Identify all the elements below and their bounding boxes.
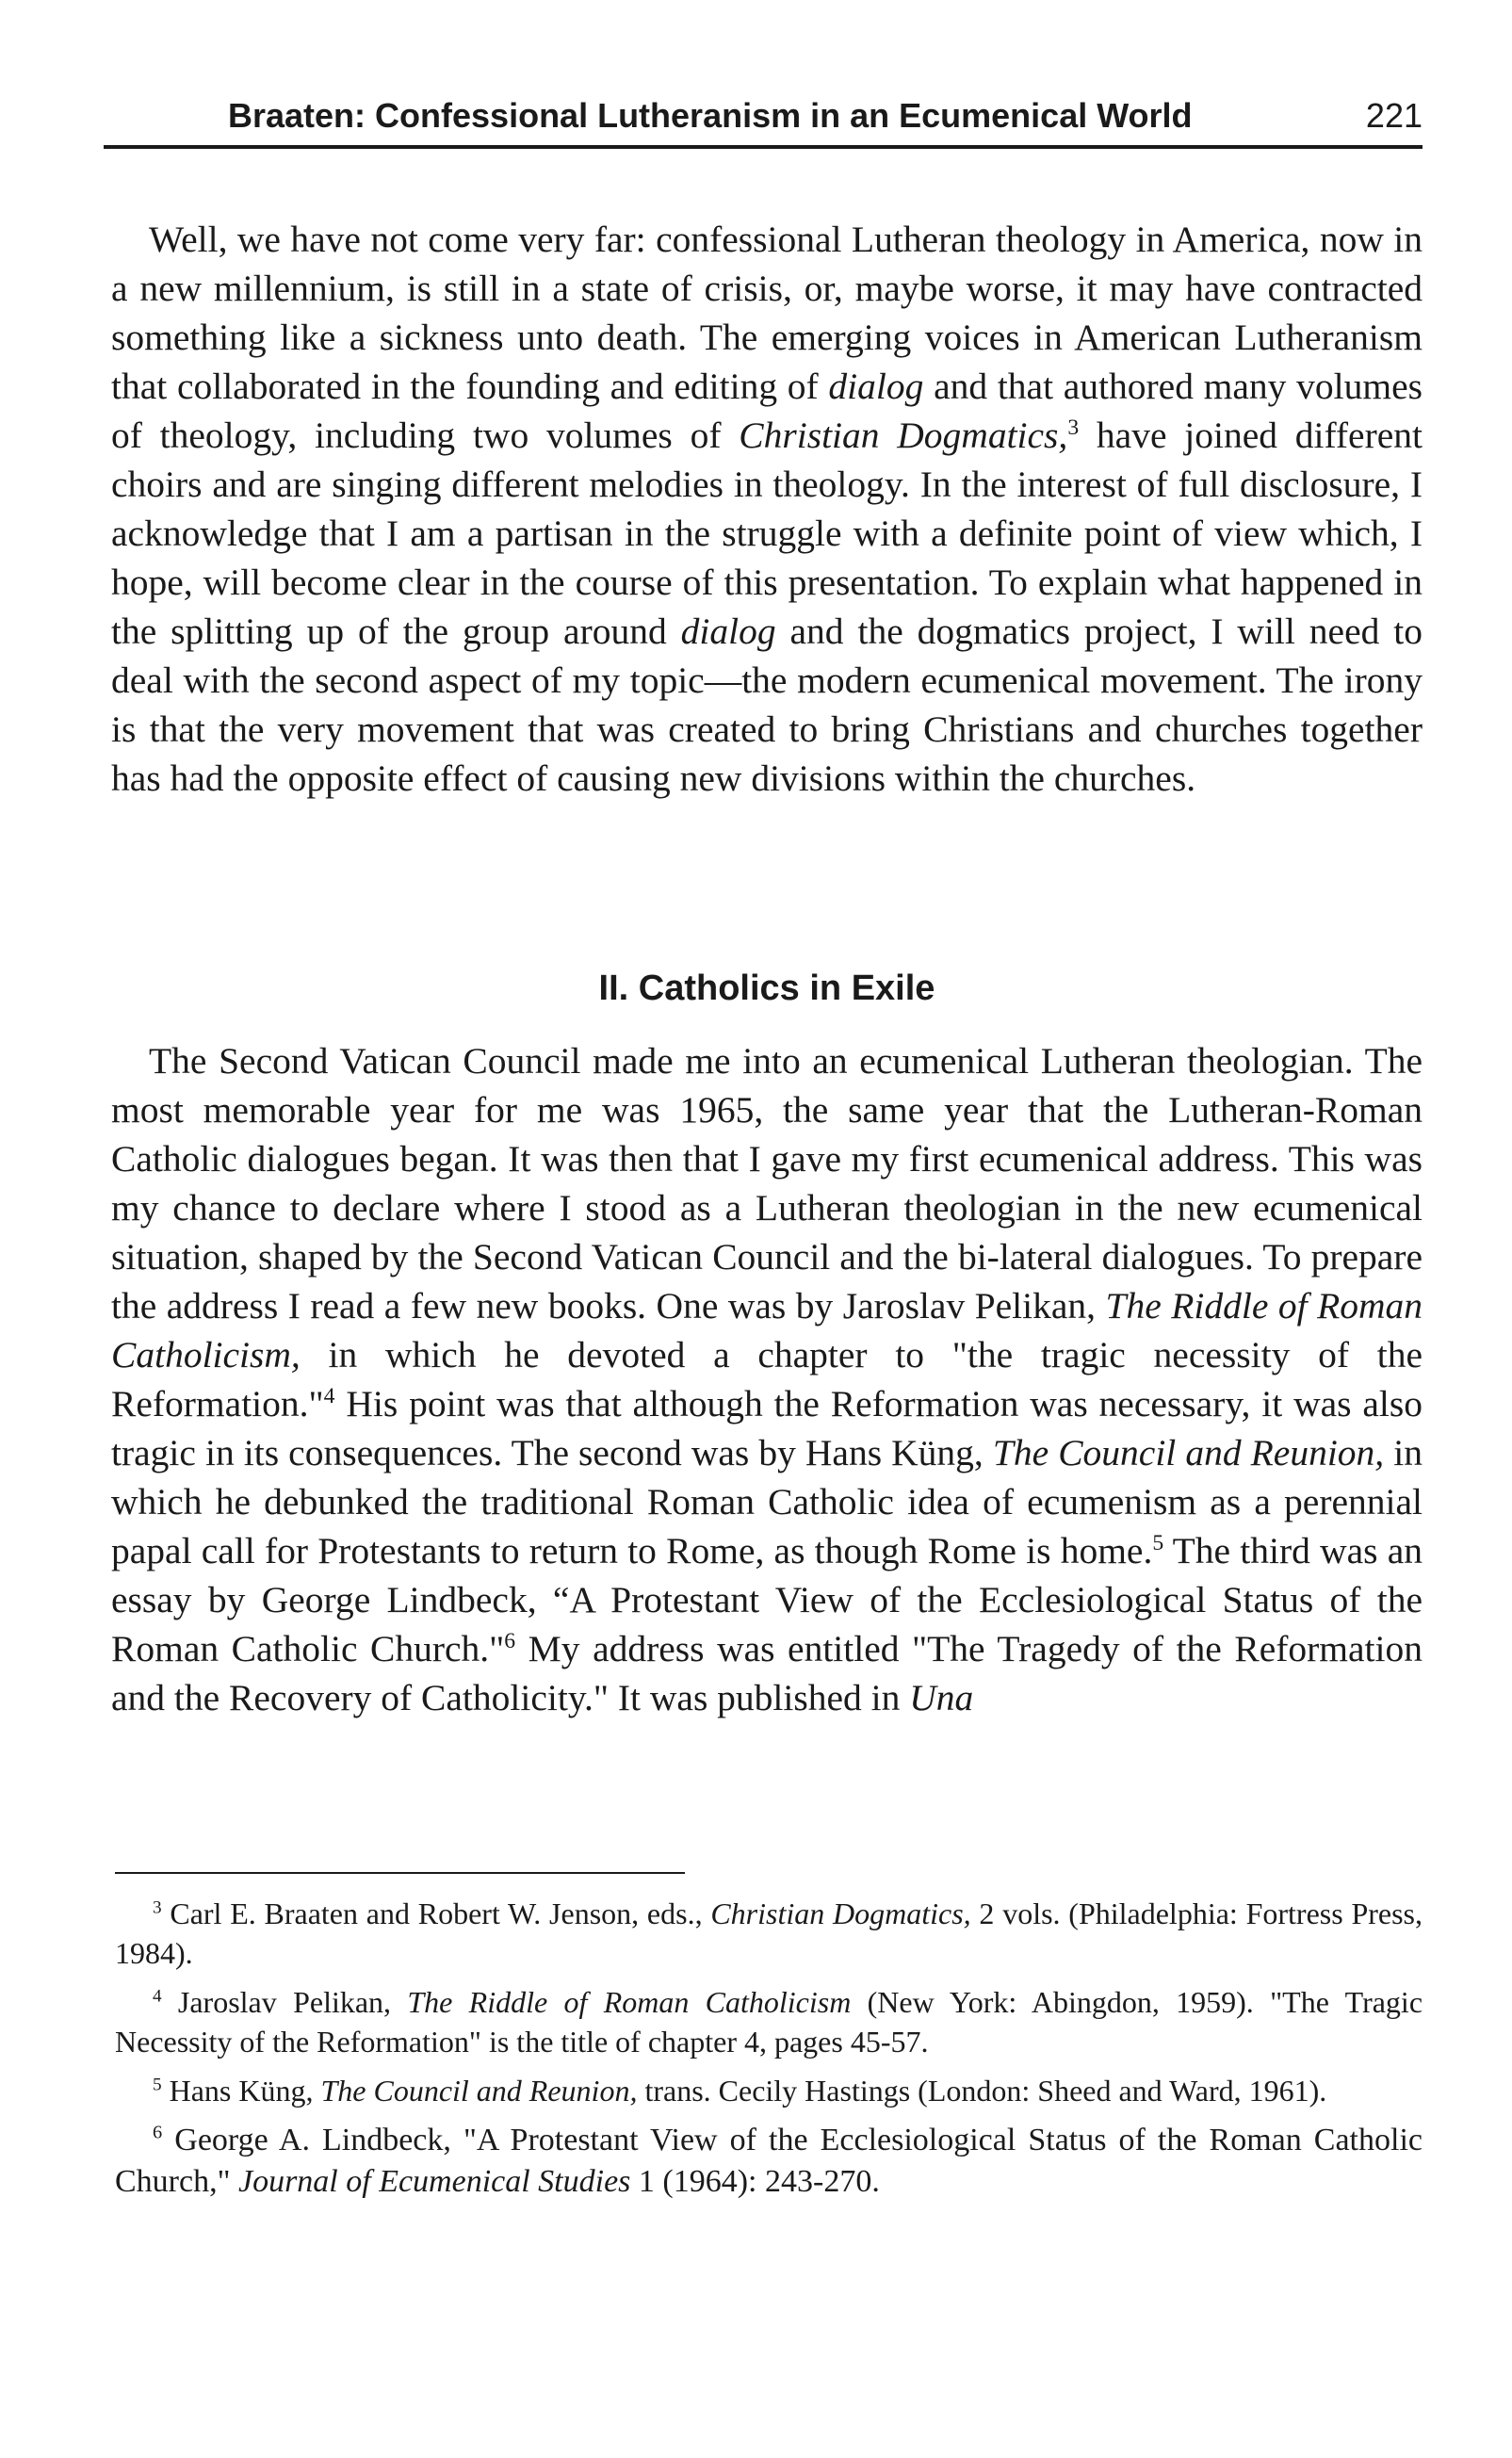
section-heading: II. Catholics in Exile xyxy=(598,969,935,1008)
footnote-ref-6: 6 xyxy=(504,1628,516,1653)
footnote-5: $^5$ Hans Küng, The Council and Reunion, trans. Cecily Hastings (London: Sheed and Ward, 1961). xyxy=(153,2074,1327,2108)
body-paragraph-1: Well, we have not come very far: confessional Lutheran theology in America, now in a new millennium, is still in a state of crisis, or, maybe worse, it may have contracted something like a sickness unto death. The emerging voices in American Lutheranism that collaborated in the founding and editing of dialog and that authored many volumes of theology, including two volumes of Christian Dogmatics,$^3$ have joined different choirs and are singing different melodies in theology. In the interest of full disclosure, I acknowledge that I am a partisan in the struggle with a definite point of view which, I hope, will become clear in the course of this presentation. To explain what happened in the splitting up of the group around dialog and the dogmatics project, I will need to deal with the second aspect of my topic—the modern ecumenical movement. The irony is that the very movement that was created to bring Christians and churches together has had the opposite effect of causing new divisions within the churches. xyxy=(111,219,1423,799)
journal-title-dialog: dialog xyxy=(828,366,924,407)
page-number: 221 xyxy=(1365,96,1423,135)
footnote-3: $^3$ Carl E. Braaten and Robert W. Jenson, eds., Christian Dogmatics, 2 vols. (Philadelphia: Fortress Press, 1984). xyxy=(115,1896,1423,1970)
book-title-riddle: The Riddle of Roman Catholicism, xyxy=(111,1285,1423,1376)
footnote-ref-4: 4 xyxy=(323,1383,335,1408)
footnote-divider xyxy=(115,1872,685,1874)
journal-title-una: Una xyxy=(909,1677,974,1718)
footnote-6: $^6$ George A. Lindbeck, "A Protestant View of the Ecclesiological Status of the Roman Catholic Church," Journal of Ecumenical Studies 1 (1964): 243-270. xyxy=(115,2122,1423,2199)
footnote-ref-5: 5 xyxy=(1152,1530,1164,1555)
running-header xyxy=(104,94,1423,149)
book-title-christian-dogmatics: Christian Dogmatics, xyxy=(739,415,1068,456)
footnote-ref-3: 3 xyxy=(1067,415,1080,440)
body-paragraph-2: The Second Vatican Council made me into an ecumenical Lutheran theologian. The most memorable year for me was 1965, the same year that the Lutheran-Roman Catholic dialogues began. It was then that I gave my first ecumenical address. This was my chance to declare where I stood as a Lutheran theologian in the new ecumenical situation, shaped by the Second Vatican Council and the bi-lateral dialogues. To prepare the address I read a few new books. One was by Jaroslav Pelikan, The Riddle of Roman Catholicism, in which he devoted a chapter to "the tragic necessity of the Reformation."$^4$ His point was that although the Reformation was necessary, it was also tragic in its consequences. The second was by Hans Küng, The Council and Reunion, in which he debunked the traditional Roman Catholic idea of ecumenism as a perennial papal call for Protestants to return to Rome, as though Rome is home.$^5$ The third was an essay by George Lindbeck, “A Protestant View of the Ecclesiological Status of the Roman Catholic Church."$^6$ My address was entitled "The Tragedy of the Reformation and the Recovery of Catholicity." It was published in Una xyxy=(111,1040,1423,1718)
footnote-4: $^4$ Jaroslav Pelikan, The Riddle of Roman Catholicism (New York: Abingdon, 1959). "The Tragic Necessity of the Reformation" is the title of chapter 4, pages 45-57. xyxy=(115,1985,1423,2059)
book-title-council-reunion: The Council and Reunion, xyxy=(992,1432,1385,1473)
running-title: Braaten: Confessional Lutheranism in an Ecumenical World xyxy=(228,96,1193,135)
journal-title-dialog: dialog xyxy=(680,610,776,652)
footnotes xyxy=(115,1894,1423,2212)
